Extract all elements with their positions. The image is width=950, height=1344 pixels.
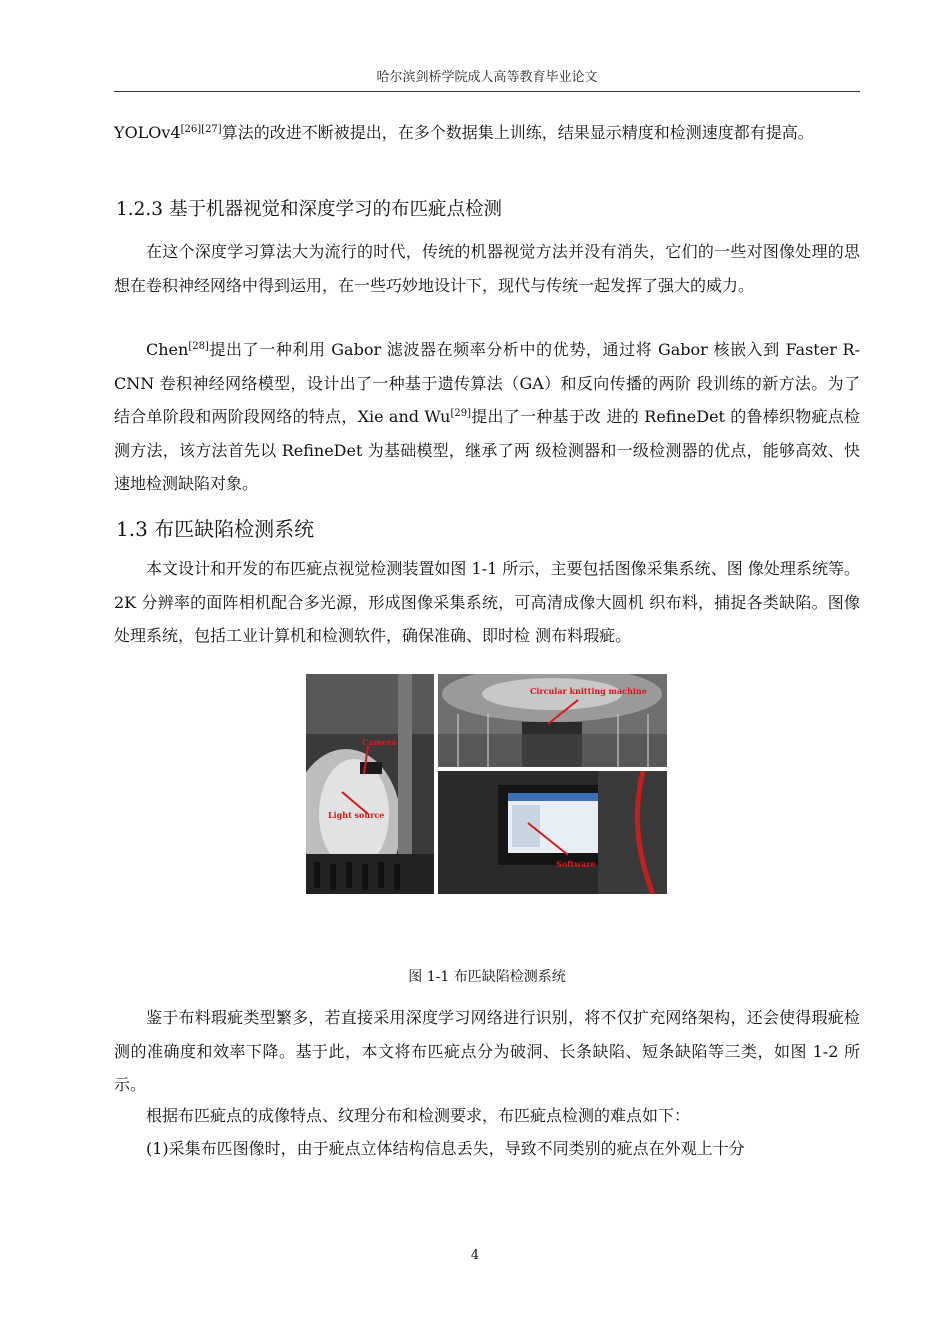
figure-1-1 bbox=[306, 674, 667, 894]
photo-knitting-machine bbox=[438, 674, 667, 767]
photo-software bbox=[438, 771, 667, 894]
paragraph-difficulty-1: (1)采集布匹图像时，由于疵点立体结构信息丢失，导致不同类别的疵点在外观上十分 bbox=[146, 1139, 745, 1158]
page-header: 哈尔滨剑桥学院成人高等教育毕业论文 bbox=[114, 66, 860, 92]
text-run: Chen bbox=[146, 340, 189, 359]
label-light-source: Light source bbox=[328, 810, 385, 820]
figure-caption: 图 1-1 布匹缺陷检测系统 bbox=[408, 969, 566, 985]
paragraph-defect-types: 鉴于布料瑕疵类型繁多，若直接采用深度学习网络进行识别，将不仅扩充网络架构，还会使得瑕疵检测的准确度和效率下降。基于此，本文将布匹疵点分为破洞、长条缺陷、短条缺陷等三类，如图 1-2 所示。 bbox=[114, 1008, 860, 1095]
citation: [26][27] bbox=[180, 124, 222, 135]
section-heading-1-3: 1.3 布匹缺陷检测系统 bbox=[116, 517, 315, 541]
text-run: YOLOv4 bbox=[114, 123, 181, 142]
text-run: 算法的改进不断被提出，在多个数据集上训练，结果显示精度和检测速度都有提高。 bbox=[221, 123, 814, 142]
paragraph-system-design: 本文设计和开发的布匹疵点视觉检测装置如图 1-1 所示，主要包括图像采集系统、图 像处理系统等。2K 分辨率的面阵相机配合多光源，形成图像采集系统，可高清成像大圆机 织布料，捕捉各类缺陷。图像处理系统，包括工业计算机和检测软件，确保准确、即时检 测布料瑕疵。 bbox=[114, 559, 860, 646]
text-run: 提出了一种基于改 进的 RefineDet 的鲁棒织物疵点检测方法，该方法首先以 RefineDet 为基础模型，继承了两 级检测器和一级检测器的优点，能够高效、快速地检测缺陷对象。 bbox=[114, 407, 860, 494]
paragraph-difficulties-intro: 根据布匹疵点的成像特点、纹理分布和检测要求，布匹疵点检测的难点如下： bbox=[146, 1106, 691, 1125]
label-software: Software bbox=[556, 859, 596, 869]
label-camera: Camera bbox=[362, 737, 397, 747]
page-number: 4 bbox=[470, 1248, 480, 1263]
citation: [28] bbox=[188, 341, 209, 352]
label-knitting-machine: Circular knitting machine bbox=[530, 686, 647, 696]
paragraph-yolo bbox=[114, 116, 860, 150]
text-run: 提出了一种利用 Gabor 滤波器在频率分析中的优势，通过将 Gabor 核嵌入到 Faster R-CNN 卷积神经网络模型，设计出了一种基于遗传算法（GA）和反向传播的两阶 段训练的新方法。为了结合单阶段和两阶段网络的特点，Xie and Wu bbox=[114, 340, 860, 427]
photo-camera-setup bbox=[306, 674, 434, 894]
citation: [29] bbox=[450, 408, 471, 420]
section-heading-1-2-3: 1.2.3 基于机器视觉和深度学习的布匹疵点检测 bbox=[116, 199, 502, 220]
paragraph-machine-vision: 在这个深度学习算法大为流行的时代，传统的机器视觉方法并没有消失，它们的一些对图像处理的思想在卷积神经网络中得到运用，在一些巧妙地设计下，现代与传统一起发挥了强大的威力。 bbox=[114, 242, 860, 295]
paragraph-related-work bbox=[114, 333, 860, 501]
